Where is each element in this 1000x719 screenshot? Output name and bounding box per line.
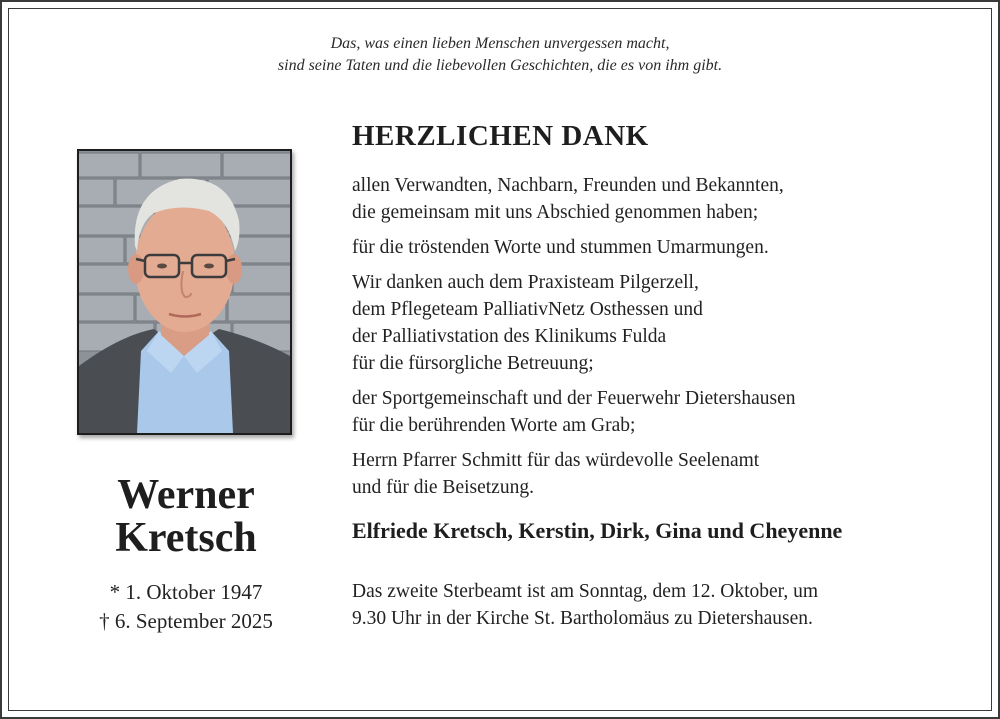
death-date: † 6. September 2025 <box>99 609 273 633</box>
deceased-name <box>70 474 302 560</box>
life-dates <box>70 578 302 636</box>
portrait-illustration <box>79 151 290 433</box>
portrait-photo <box>77 149 292 435</box>
last-name: Kretsch <box>115 515 257 561</box>
text-line: und für die Beisetzung. <box>352 477 534 498</box>
thanks-paragraph-1 <box>352 172 982 226</box>
birth-date: * 1. Oktober 1947 <box>109 580 263 604</box>
motto-line-2: sind seine Taten und die liebevollen Geschichten, die es von ihm gibt. <box>277 57 723 74</box>
thanks-paragraph-3 <box>352 269 982 377</box>
text-line: Herrn Pfarrer Schmitt für das würdevolle Seelenamt <box>352 450 760 471</box>
main-text <box>352 118 982 632</box>
notice-line-2: 9.30 Uhr in der Kirche St. Bartholomäus zu Dietershausen. <box>352 608 813 629</box>
notice-line-1: Das zweite Sterbeamt ist am Sonntag, dem 12. Oktober, um <box>352 581 819 602</box>
text-line: für die fürsorgliche Betreuung; <box>352 353 594 374</box>
family-signature: Elfriede Kretsch, Kerstin, Dirk, Gina und Cheyenne <box>352 518 843 543</box>
text-line: die gemeinsam mit uns Abschied genommen haben; <box>352 202 759 223</box>
text-line: der Palliativstation des Klinikums Fulda <box>352 326 667 347</box>
text-line: dem Pflegeteam PalliativNetz Osthessen und <box>352 299 703 320</box>
text-line: für die berührenden Worte am Grab; <box>352 415 636 436</box>
thanks-paragraph-5 <box>352 447 982 501</box>
service-notice <box>352 578 982 632</box>
text-line: allen Verwandten, Nachbarn, Freunden und Bekannten, <box>352 175 784 196</box>
thanks-paragraph-2 <box>352 234 982 261</box>
thanks-paragraph-4 <box>352 385 982 439</box>
motto-line-1: Das, was einen lieben Menschen unvergessen macht, <box>330 35 670 52</box>
text-line: für die tröstenden Worte und stummen Umarmungen. <box>352 237 769 258</box>
text-line: Wir danken auch dem Praxisteam Pilgerzell, <box>352 272 699 293</box>
motto-quote <box>0 33 1000 77</box>
heading-title: HERZLICHEN DANK <box>352 120 649 152</box>
text-line: der Sportgemeinschaft und der Feuerwehr Dietershausen <box>352 388 796 409</box>
first-name: Werner <box>117 472 255 518</box>
